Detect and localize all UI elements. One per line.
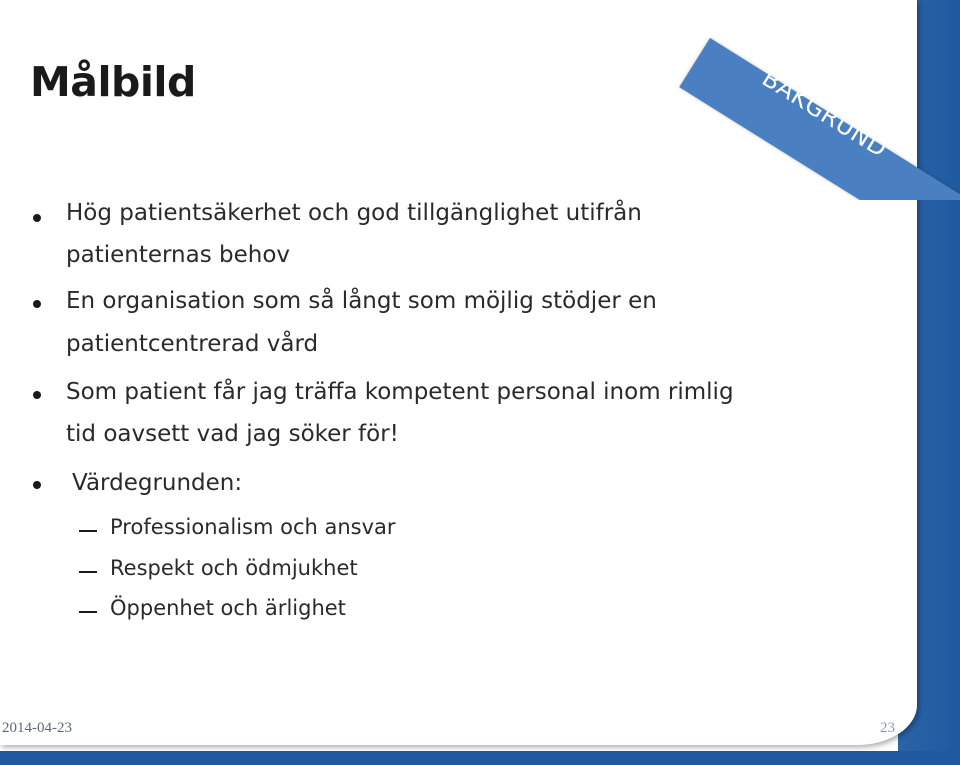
bullet-dot-icon — [33, 481, 41, 489]
sub-bullet-dash-icon — [79, 530, 97, 532]
bullet-dot-icon — [33, 300, 41, 308]
sub-bullet-2: Respekt och ödmjukhet — [110, 556, 358, 580]
sub-bullet-1: Professionalism och ansvar — [110, 515, 396, 539]
bullet-dot-icon — [33, 214, 41, 222]
bottom-border-bar — [0, 751, 960, 765]
bullet-1-line-1: Hög patientsäkerhet och god tillgänglighet utifrån — [66, 200, 642, 226]
slide-title: Målbild — [30, 58, 196, 106]
footer-date: 2014-04-23 — [2, 720, 72, 736]
footer-page-number: 23 — [880, 720, 895, 736]
bullet-4-line-1: Värdegrunden: — [72, 470, 243, 496]
sub-bullet-dash-icon — [79, 571, 97, 573]
bullet-1-line-2: patienternas behov — [66, 242, 291, 268]
bullet-3-line-2: tid oavsett vad jag söker för! — [66, 421, 399, 447]
bullet-2-line-2: patientcentrerad vård — [66, 331, 319, 357]
bullet-2-line-1: En organisation som så långt som möjlig stödjer en — [66, 288, 657, 314]
bullet-3-line-1: Som patient får jag träffa kompetent personal inom rimlig — [66, 379, 734, 405]
ribbon-label: BAKGRUND — [757, 64, 893, 163]
sub-bullet-dash-icon — [79, 611, 97, 613]
bullet-dot-icon — [33, 391, 41, 399]
sub-bullet-3: Öppenhet och ärlighet — [110, 596, 346, 620]
